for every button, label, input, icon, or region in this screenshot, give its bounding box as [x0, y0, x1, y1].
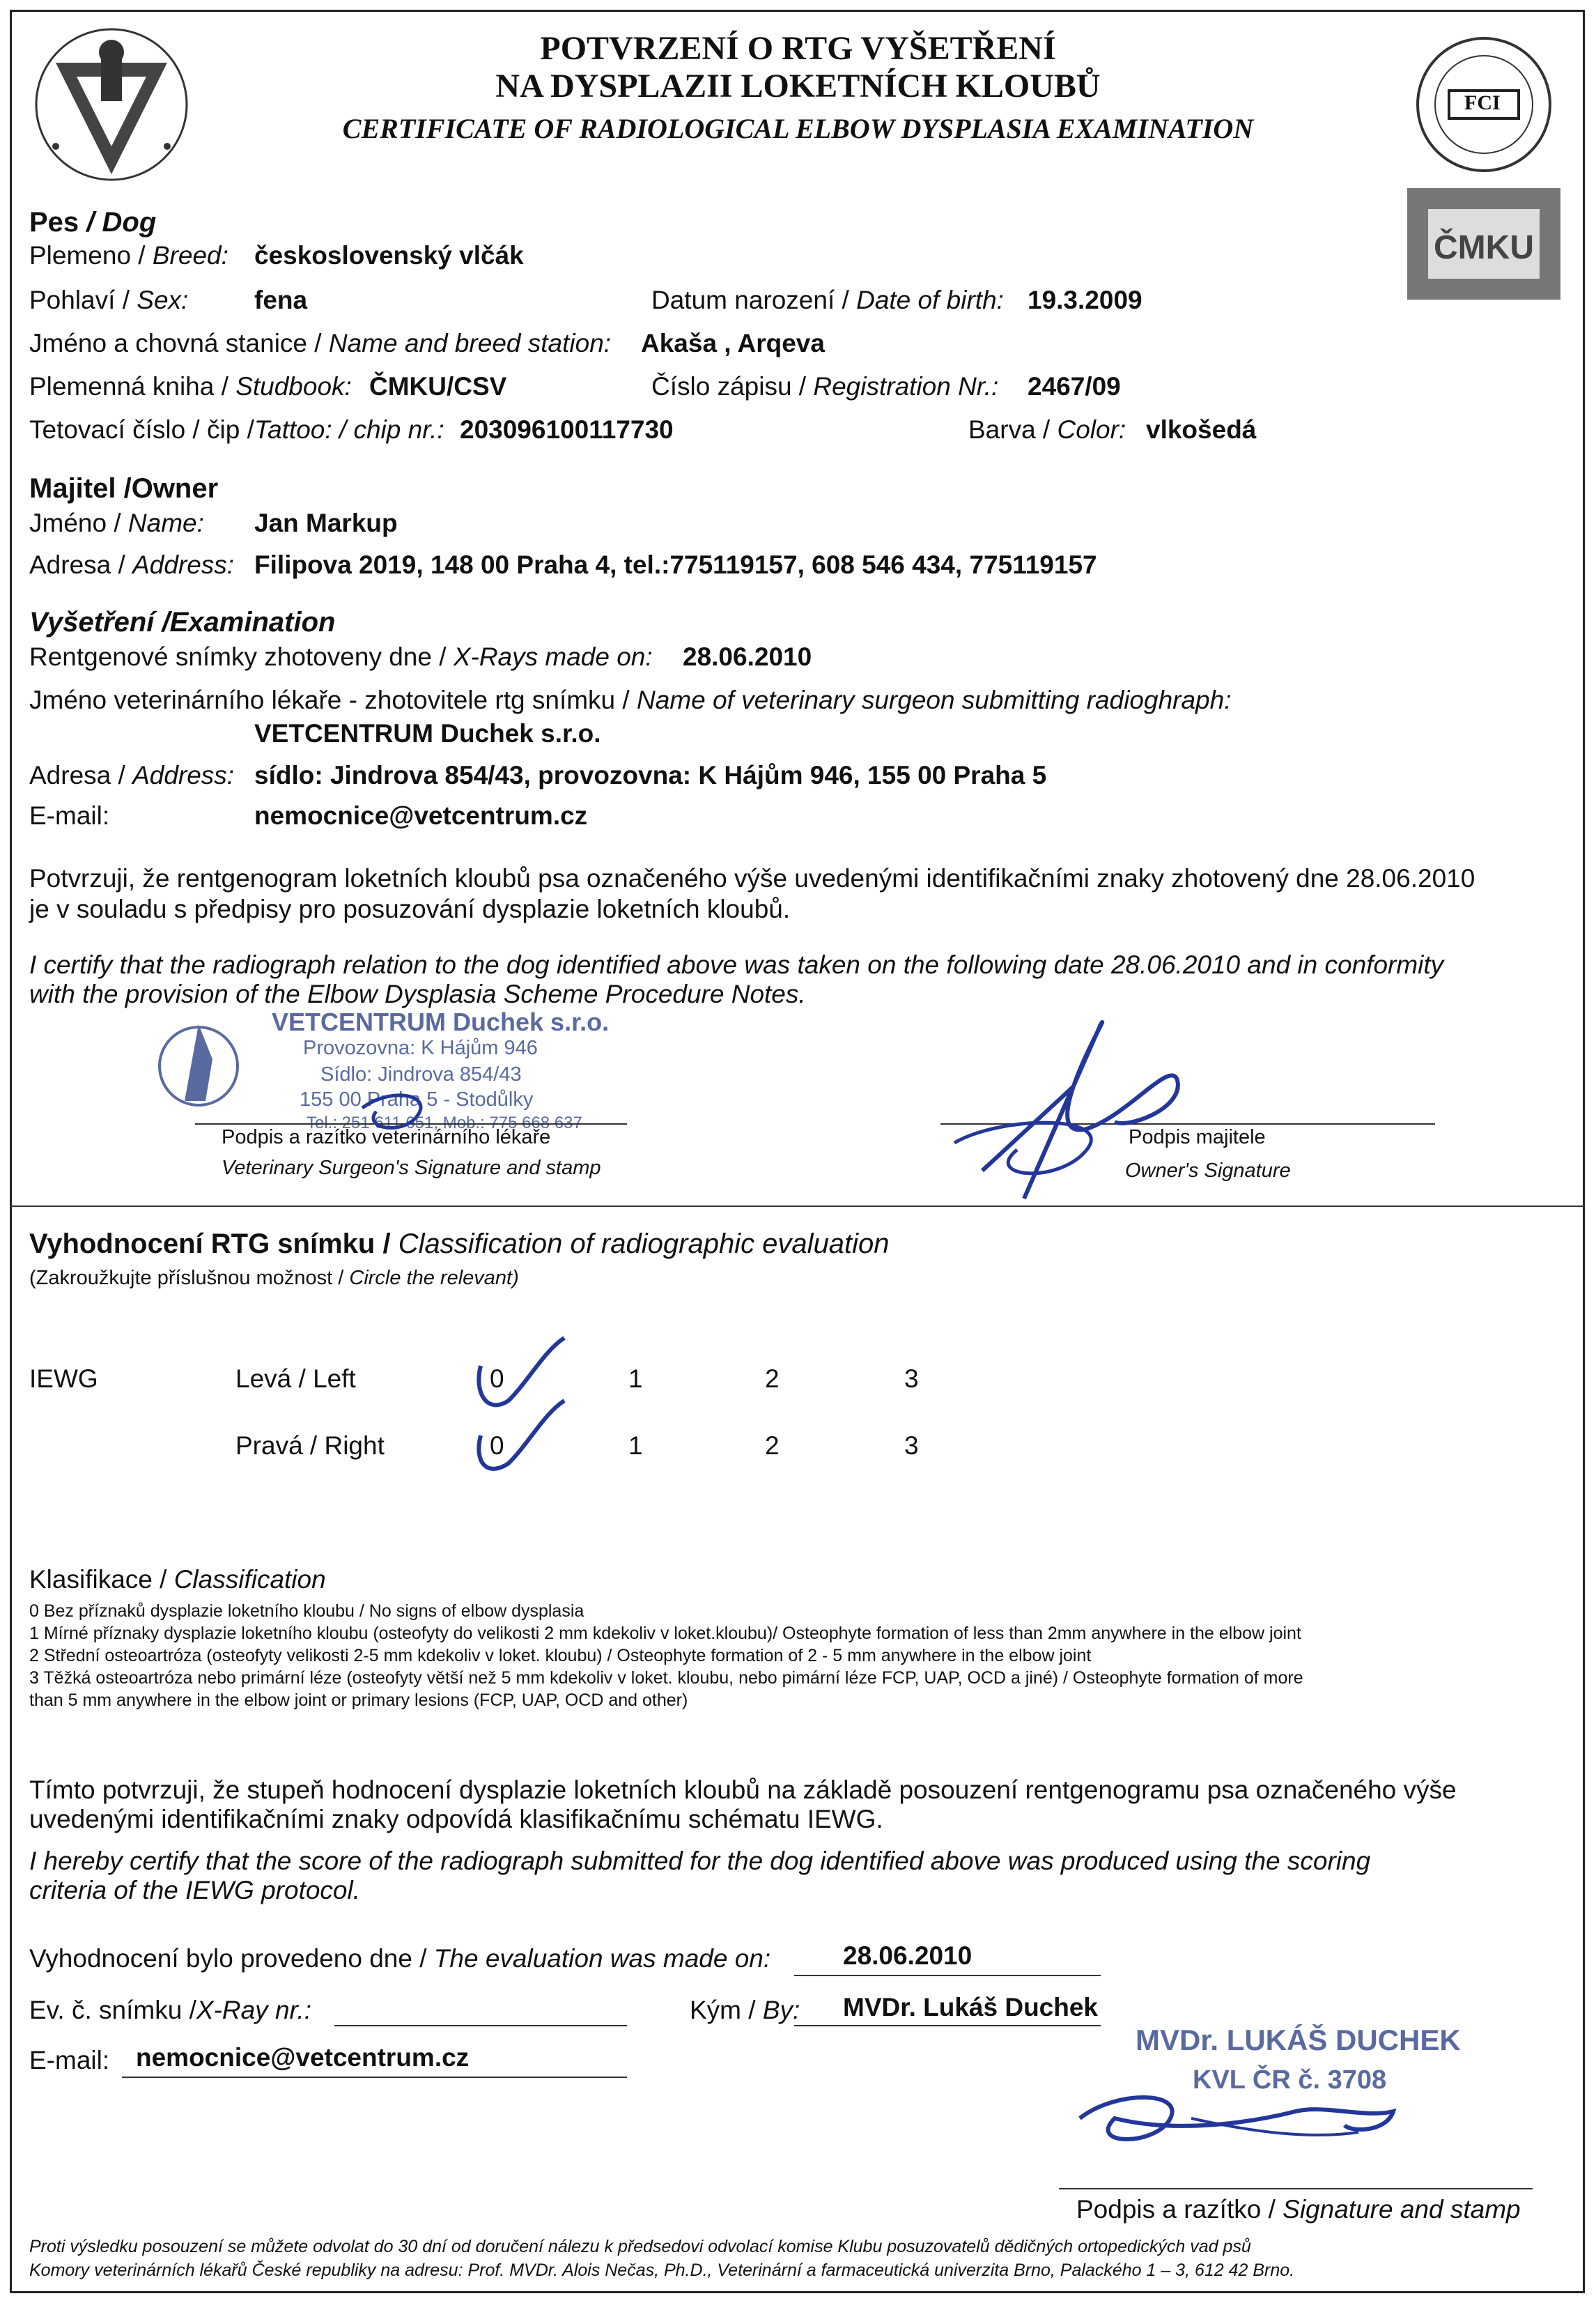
classification-item-4: than 5 mm anywhere in the elbow joint or primary lesions (FCP, UAP, OCD and other)	[29, 1690, 688, 1710]
xray-date-label: Rentgenové snímky zhotoveny dne / X-Rays made on:	[29, 642, 653, 671]
registration-value: 2467/09	[1028, 372, 1121, 401]
certify-en-line2: with the provision of the Elbow Dysplasia Scheme Procedure Notes.	[29, 980, 806, 1008]
stamp-line5: Tel.: 251 611 651, Mob.: 775 668 637	[307, 1114, 582, 1132]
owner-address-label: Adresa / Address:	[29, 550, 235, 579]
final-cz-line1: Tímto potvrzuji, že stupeň hodnocení dysplazie loketních kloubů na základě posouzení rentgenogramu psa označeného výše	[29, 1776, 1457, 1804]
certify-cz-line2: je v souladu s předpisy pro posuzování dysplazie loketních kloubů.	[29, 895, 791, 923]
exam-email-label: E-mail:	[29, 801, 110, 830]
final-en-line2: criteria of the IEWG protocol.	[29, 1876, 361, 1904]
sex-label: Pohlaví / Sex:	[29, 286, 189, 314]
vet-stamp-number: KVL ČR č. 3708	[1193, 2065, 1387, 2095]
exam-address-value: sídlo: Jindrova 854/43, provozovna: K Hájům 946, 155 00 Praha 5	[254, 761, 1047, 790]
classification-item-1: 1 Mírné příznaky dysplazie loketního kloubu (osteofyty do velikosti 2 mm kdekoliv v loket.kloubu)/ Osteophyte formation of less than 2mm anywhere in the elbow joint	[29, 1624, 1301, 1643]
xray-date-value: 28.06.2010	[683, 642, 812, 671]
color-label: Barva / Color:	[968, 415, 1126, 444]
breed-value: československý vlčák	[254, 241, 524, 270]
registration-label: Číslo zápisu / Registration Nr.:	[651, 372, 999, 401]
final-cz-line2: uvedenými identifikačními znaky odpovídá klasifikačnímu schématu IEWG.	[29, 1805, 883, 1833]
eval-date-line	[794, 1975, 1101, 1976]
right-grade-3[interactable]: 3	[904, 1431, 919, 1460]
dob-label: Datum narození / Date of birth:	[651, 286, 1004, 314]
eval-date-value: 28.06.2010	[843, 1941, 973, 1970]
classification-title: Klasifikace / Classification	[29, 1565, 326, 1594]
by-value: MVDr. Lukáš Duchek	[843, 1993, 1099, 2021]
exam-section-title: Vyšetření /Examination	[29, 607, 336, 638]
by-label: Kým / By:	[690, 1996, 800, 2024]
dog-section-title: Pes / Dog	[29, 207, 157, 238]
left-grade-1[interactable]: 1	[628, 1364, 643, 1393]
final-email-label: E-mail:	[29, 2046, 110, 2074]
footer-line2: Komory veterinárních lékařů České republiky na adresu: Prof. MVDr. Alois Nečas, Ph.D., Veterinární a farmaceutická univerzita Brno, Palackého 1 – 3, 612 42 Brno.	[29, 2260, 1295, 2280]
sex-value: fena	[254, 286, 308, 314]
owner-signature-label-en: Owner's Signature	[1125, 1160, 1291, 1182]
xray-nr-label: Ev. č. snímku /X-Ray nr.:	[29, 1996, 312, 2024]
stamp-line4: 155 00 Praha 5 - Stodůlky	[300, 1088, 534, 1111]
classification-item-3: 3 Těžká osteoartróza nebo primární léze (osteofyty větší než 5 mm kdekoliv v loket. kloubu, nebo pimární léze FCP, UAP, OCD a jiné) / Osteophyte formation of more	[29, 1668, 1303, 1688]
final-email-value: nemocnice@vetcentrum.cz	[136, 2043, 470, 2072]
evaluation-instruction: (Zakroužkujte příslušnou možnost / Circle the relevant)	[29, 1267, 519, 1289]
vet-stamp-name: MVDr. LUKÁŠ DUCHEK	[1136, 2024, 1461, 2056]
scheme-label: IEWG	[29, 1364, 98, 1393]
footer-line1: Proti výsledku posouzení se můžete odvolat do 30 dní od doručení nálezu k předsedovi odvolací komise Klubu posuzovatelů dědičných ortopedických vad psů	[29, 2237, 1251, 2256]
vet-name-value: VETCENTRUM Duchek s.r.o.	[254, 719, 601, 748]
owner-address-value: Filipova 2019, 148 00 Praha 4, tel.:775119157, 608 546 434, 775119157	[254, 550, 1097, 579]
owner-name-value: Jan Markup	[254, 509, 398, 537]
evaluation-title: Vyhodnocení RTG snímku / Classification of radiographic evaluation	[29, 1228, 890, 1259]
owner-name-label: Jméno / Name:	[29, 509, 204, 537]
classification-item-0: 0 Bez příznaků dysplazie loketního kloubu / No signs of elbow dysplasia	[29, 1601, 584, 1621]
cmku-logo-text: ČMKU	[1434, 229, 1534, 266]
certify-en-line1: I certify that the radiograph relation to the dog identified above was taken on the following date 28.06.2010 and in conformity	[29, 950, 1444, 979]
tattoo-label: Tetovací číslo / čip /Tattoo: / chip nr.:	[29, 415, 444, 444]
final-email-line	[122, 2077, 627, 2078]
final-signature-line	[1059, 2188, 1533, 2189]
eval-date-label: Vyhodnocení bylo provedeno dne / The evaluation was made on:	[29, 1944, 771, 1973]
stamp-line1: VETCENTRUM Duchek s.r.o.	[272, 1008, 610, 1036]
vet-signature-label-cz: Podpis a razítko veterinárního lékaře	[222, 1126, 551, 1148]
owner-section-title: Majitel /Owner	[29, 473, 219, 504]
title-line1: POTVRZENÍ O RTG VYŠETŘENÍ	[540, 30, 1056, 67]
xray-nr-line	[334, 2025, 627, 2026]
breed-label: Plemeno / Breed:	[29, 241, 228, 270]
section-divider	[10, 1206, 1585, 1207]
stamp-line3: Sídlo: Jindrova 854/43	[320, 1063, 522, 1086]
name-label: Jméno a chovná stanice / Name and breed station:	[29, 329, 612, 357]
right-grade-1[interactable]: 1	[628, 1431, 643, 1460]
right-grade-2[interactable]: 2	[765, 1431, 780, 1460]
subtitle: CERTIFICATE OF RADIOLOGICAL ELBOW DYSPLASIA EXAMINATION	[342, 113, 1254, 144]
right-elbow-label: Pravá / Right	[235, 1431, 385, 1460]
right-grade-0[interactable]: 0	[490, 1431, 504, 1460]
classification-item-2: 2 Střední osteoartróza (osteofyty velikosti 2-5 mm kdekoliv v loket. kloubu) / Osteophyte formation of 2 - 5 mm anywhere in the elbow joint	[29, 1646, 1092, 1665]
tattoo-value: 203096100117730	[460, 415, 674, 444]
dog-name-value: Akaša , Arqeva	[641, 329, 825, 357]
final-en-line1: I hereby certify that the score of the radiograph submitted for the dog identified above was produced using the scoring	[29, 1847, 1371, 1875]
left-grade-0[interactable]: 0	[490, 1364, 504, 1393]
stamp-line2: Provozovna: K Hájům 946	[303, 1037, 538, 1059]
vet-signature-label-en: Veterinary Surgeon's Signature and stamp	[222, 1157, 601, 1179]
left-grade-2[interactable]: 2	[765, 1364, 780, 1393]
studbook-label: Plemenná kniha / Studbook:	[29, 372, 352, 401]
exam-email-value: nemocnice@vetcentrum.cz	[254, 801, 588, 830]
certify-cz-line1: Potvrzuji, že rentgenogram loketních kloubů psa označeného výše uvedenými identifikačními znaky zhotovený dne 28.06.2010	[29, 864, 1475, 893]
left-elbow-label: Levá / Left	[235, 1364, 356, 1393]
vet-label: Jméno veterinárního lékaře - zhotovitele rtg snímku / Name of veterinary surgeon submitting radioghraph:	[29, 686, 1232, 714]
final-signature-label: Podpis a razítko / Signature and stamp	[1076, 2195, 1521, 2224]
title-line2: NA DYSPLAZII LOKETNÍCH KLOUBŮ	[495, 68, 1101, 105]
exam-address-label: Adresa / Address:	[29, 761, 235, 790]
dob-value: 19.3.2009	[1028, 286, 1142, 314]
owner-signature-label-cz: Podpis majitele	[1129, 1126, 1266, 1148]
left-grade-3[interactable]: 3	[904, 1364, 919, 1393]
fci-logo-text: FCI	[1464, 91, 1501, 114]
color-value: vlkošedá	[1146, 415, 1257, 444]
by-line	[794, 2025, 1101, 2026]
studbook-value: ČMKU/CSV	[369, 372, 507, 401]
